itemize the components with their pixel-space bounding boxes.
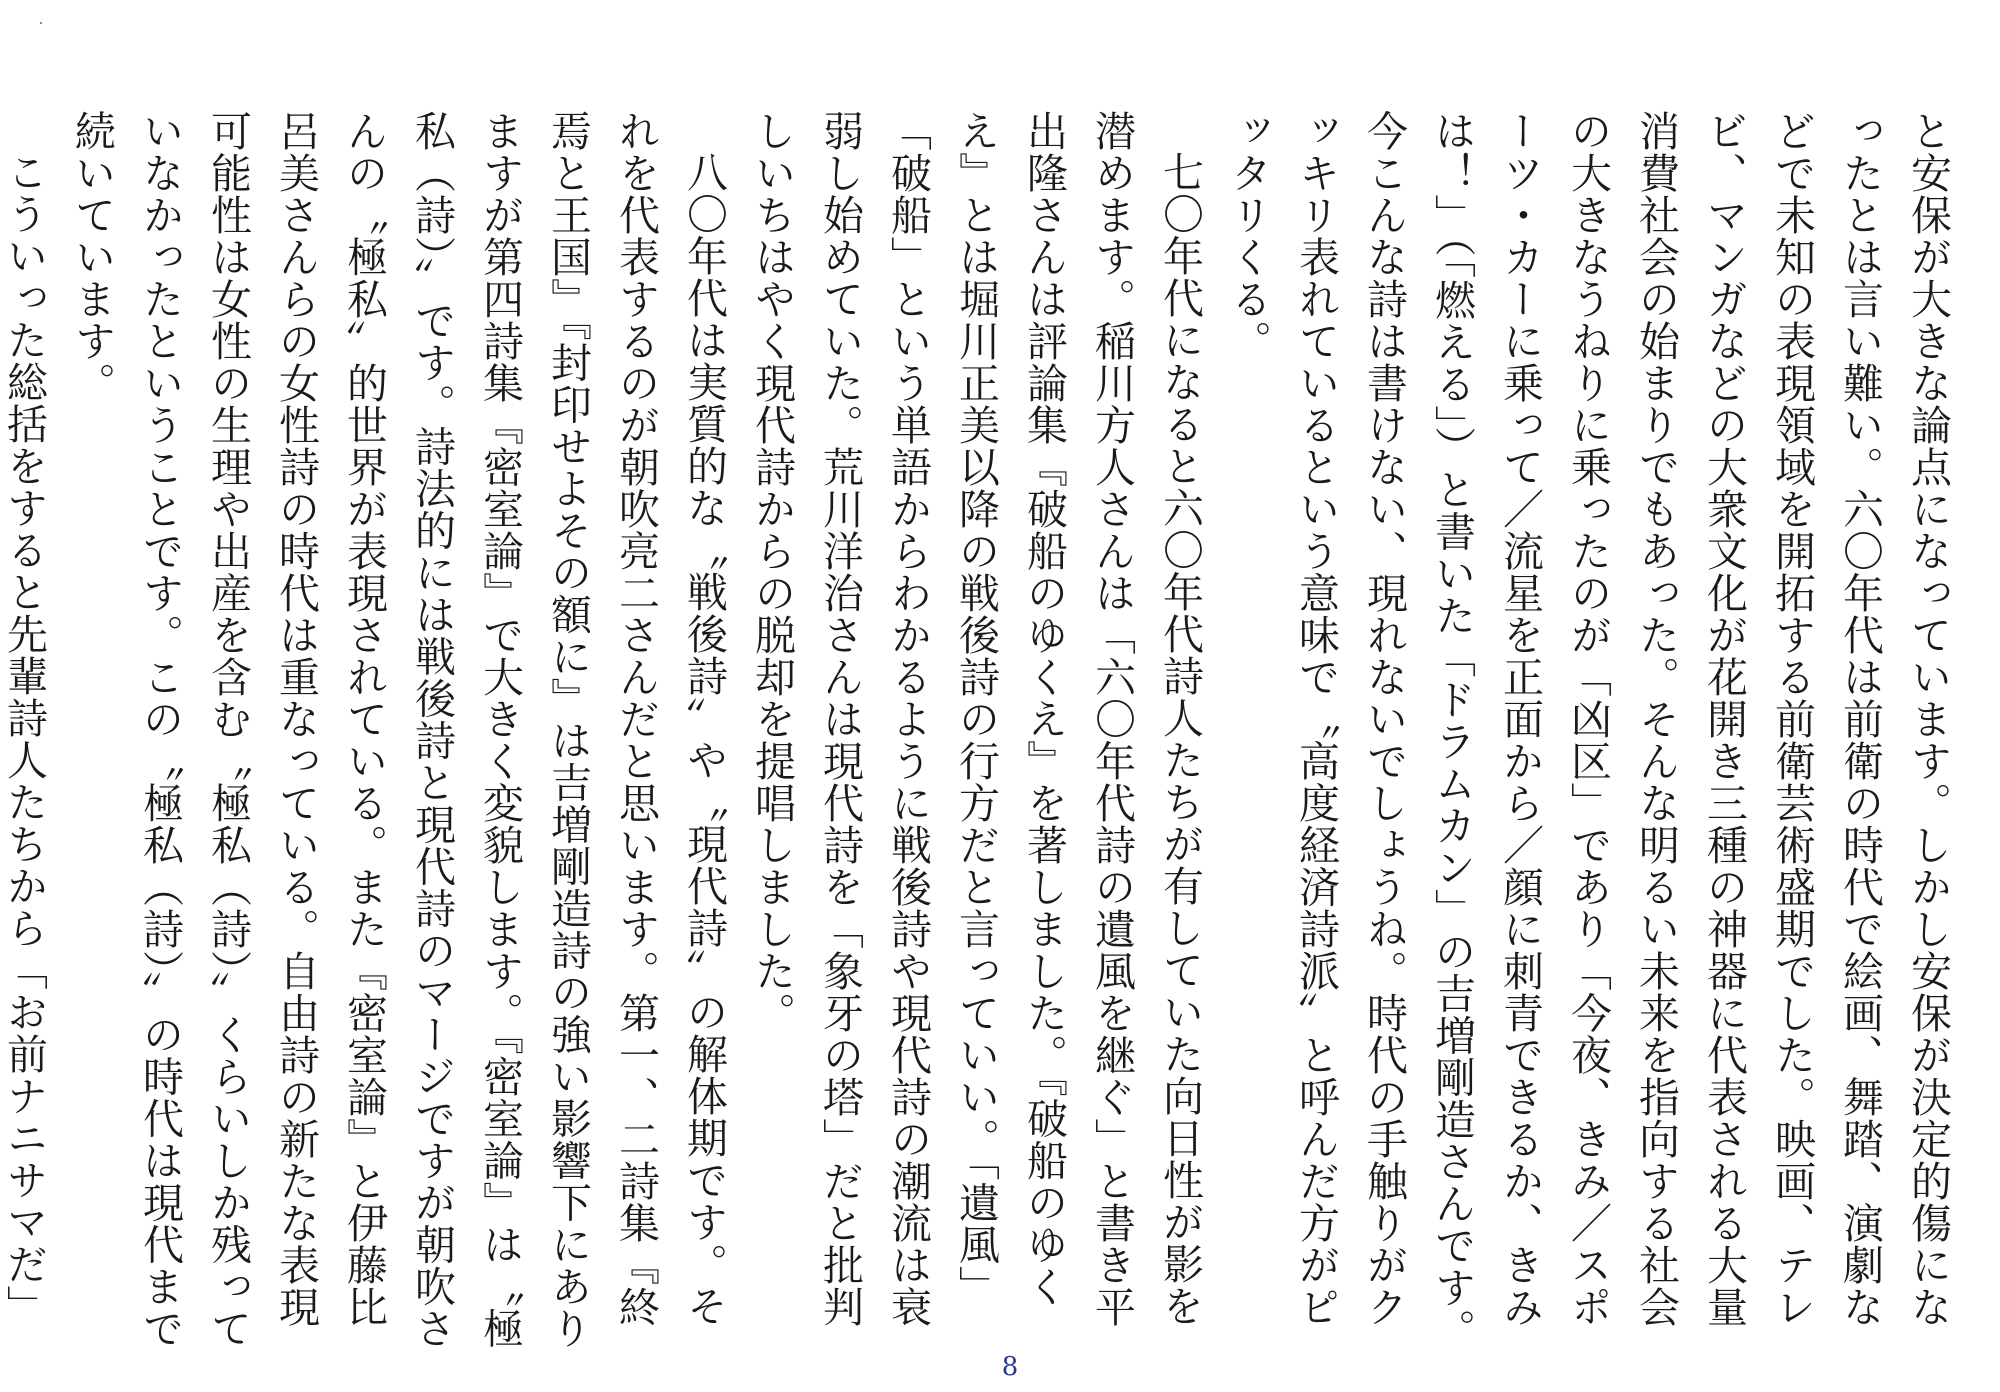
scan-speck <box>40 22 42 24</box>
page-number: 8 <box>1001 1352 1019 1382</box>
paragraph: 八〇年代は実質的な〝戦後詩〟や〝現代詩〟の解体期です。それを代表するのが朝吹亮二さんだと思います。第一、二詩集『終焉と王国』『封印せよその額に』は吉増剛造詩の強い影響下にありますが第四詩集『密室論』で大きく変貌します。『密室論』は〝極私（詩）〟です。詩法的には戦後詩と現代詩のマージですが朝吹さんの〝極私〟的世界が表現されている。また『密室論』と伊藤比呂美さんらの女性詩の時代は重なっている。自由詩の新たな表現可能性は女性の生理や出産を含む〝極私（詩）〟くらいしか残っていなかったということです。この〝極私（詩）〟の時代は現代まで続いています。 <box>68 110 728 1350</box>
paragraph: こういった総括をすると先輩詩人たちから「お前ナニサマだ」 <box>0 151 48 1327</box>
paragraph: 七〇年代になると六〇年代詩人たちが有していた向日性が影を潜めます。稲川方人さんは「六〇年代詩の遺風を継ぐ」と書き平出隆さんは評論集『破船のゆくえ』を著しました。『破船のゆくえ』とは堀川正美以降の戦後詩の行方だと言っていい。「遺風」「破船」という単語からわかるように戦後詩や現代詩の潮流は衰弱し始めていた。荒川洋治さんは現代詩を「象牙の塔」だと批判しいちはやく現代詩からの脱却を提唱しました。 <box>748 110 1204 1328</box>
paragraph: と安保が大きな論点になっています。しかし安保が決定的傷になったとは言い難い。六〇年代は前衛の時代で絵画、舞踏、演劇などで未知の表現領域を開拓する前衛芸術盛期でした。映画、テレビ、マンガなどの大衆文化が花開き三種の神器に代表される大量消費社会の始まりでもあった。そんな明るい未来を指向する社会の大きなうねりに乗ったのが「凶区」であり「今夜、きみ／スポーツ・カーに乗って／流星を正面から／顔に刺青できるか、きみは！」（「燃える」）と書いた「ドラムカン」の吉増剛造さんです。今こんな詩は書けない、現れないでしょうね。時代の手触りがクッキリ表れているという意味で〝高度経済詩派〟と呼んだ方がピッタリくる。 <box>1224 110 1952 1351</box>
vertical-text-body <box>0 110 1962 1355</box>
